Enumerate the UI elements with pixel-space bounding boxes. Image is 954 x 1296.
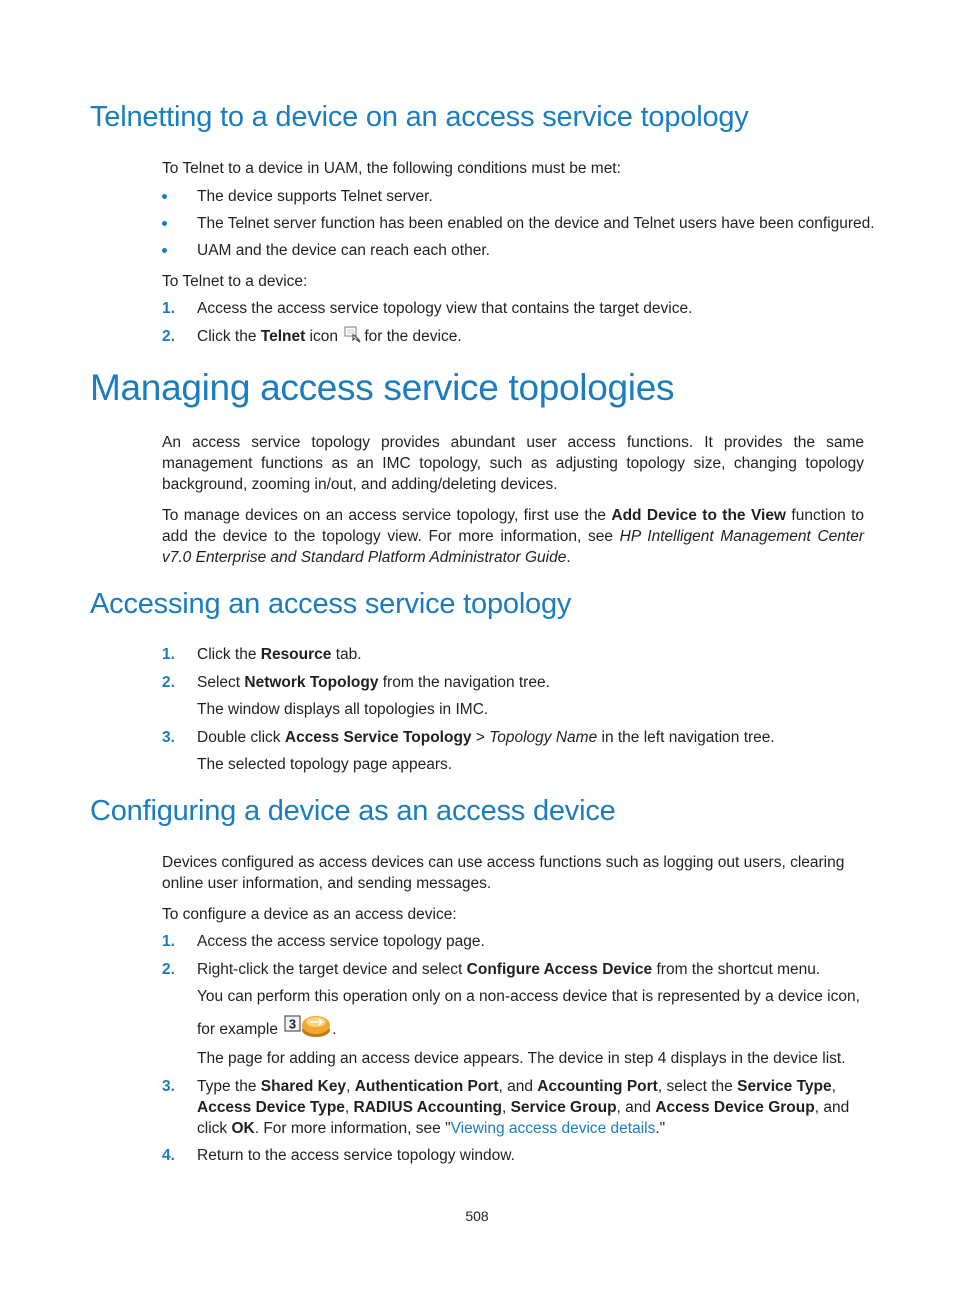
step-item bbox=[162, 644, 864, 665]
step-text: Access the access service topology view that contains the target device. bbox=[197, 300, 693, 317]
step-number: 1. bbox=[162, 300, 175, 317]
bullet-text: The Telnet server function has been enabled on the device and Telnet users have been configured. bbox=[197, 215, 875, 232]
bullet-icon bbox=[162, 248, 167, 253]
section-title-configuring: Configuring a device as an access device bbox=[90, 795, 616, 827]
svg-text:3: 3 bbox=[289, 1016, 297, 1032]
step-number: 2. bbox=[162, 961, 175, 978]
step-text: Return to the access service topology window. bbox=[197, 1147, 515, 1164]
step-number: 1. bbox=[162, 933, 175, 950]
step-item bbox=[162, 298, 864, 319]
step-item bbox=[162, 931, 864, 952]
step-result-text: The page for adding an access device appears. The device in step 4 displays in the device list. bbox=[197, 1050, 846, 1067]
step-result-text: The selected topology page appears. bbox=[197, 756, 453, 773]
telnet-icon bbox=[344, 326, 362, 349]
section-title-accessing: Accessing an access service topology bbox=[90, 588, 572, 620]
step-item bbox=[162, 672, 864, 693]
chapter-title-managing: Managing access service topologies bbox=[90, 367, 675, 408]
managing-intro-paragraph: An access service topology provides abundant user access functions. It provides the same management functions as an IMC topology, such as adjusting topology size, changing topology background, zooming in/out, and adding/deleting devices. bbox=[162, 434, 864, 493]
telnet-steps-intro: To Telnet to a device: bbox=[162, 273, 308, 290]
step-result-text: The window displays all topologies in IMC. bbox=[197, 701, 489, 718]
list-item bbox=[162, 240, 490, 261]
step-number: 3. bbox=[162, 729, 175, 746]
bullet-text: UAM and the device can reach each other. bbox=[197, 242, 490, 259]
viewing-access-device-details-link[interactable]: Viewing access device details bbox=[450, 1120, 656, 1137]
bullet-icon bbox=[162, 221, 167, 226]
step-text: Select Network Topology from the navigation tree. bbox=[197, 674, 550, 691]
step-text: Click the Resource tab. bbox=[197, 646, 362, 663]
step-item bbox=[162, 326, 864, 349]
page-number: 508 bbox=[465, 1208, 489, 1224]
configuring-steps-intro: To configure a device as an access device: bbox=[162, 906, 457, 923]
step-number: 2. bbox=[162, 674, 175, 691]
step-item bbox=[162, 1145, 864, 1166]
step-item bbox=[162, 1076, 864, 1139]
step-text: Type the Shared Key, Authentication Port, and Accounting Port, select the Service Type, Access Device Type, RADIUS Accounting, Service Group, and Access Device Group, and click OK. For more information, see "Viewing access device details." bbox=[197, 1078, 850, 1137]
bullet-icon bbox=[162, 194, 167, 199]
list-item bbox=[162, 213, 875, 234]
step-item bbox=[162, 959, 864, 980]
step-number: 1. bbox=[162, 646, 175, 663]
step-text: Access the access service topology page. bbox=[197, 933, 485, 950]
step-text: Right-click the target device and select Configure Access Device from the shortcut menu. bbox=[197, 961, 821, 978]
step-text: Click the Telnet icon for the device. bbox=[197, 326, 864, 349]
managing-add-device-paragraph: To manage devices on an access service topology, first use the Add Device to the View function to add the device to the topology view. For more information, see HP Intelligent Management Center v7.0 Enterprise and Standard Platform Administrator Guide. bbox=[162, 507, 865, 566]
telnet-conditions-intro: To Telnet to a device in UAM, the following conditions must be met: bbox=[162, 160, 621, 177]
configuring-intro-paragraph: Devices configured as access devices can use access functions such as logging out users, clearing online user information, and sending messages. bbox=[162, 854, 845, 892]
step-note-text: You can perform this operation only on a non-access device that is represented by a device icon, bbox=[197, 988, 860, 1005]
step-note-example: for example 3 . bbox=[197, 1010, 864, 1046]
step-number: 2. bbox=[162, 328, 175, 345]
section-title-telnetting: Telnetting to a device on an access service topology bbox=[90, 101, 749, 133]
step-text: Double click Access Service Topology > Topology Name in the left navigation tree. bbox=[197, 729, 775, 746]
step-item bbox=[162, 727, 864, 748]
step-number: 3. bbox=[162, 1078, 175, 1095]
device-icon bbox=[284, 1010, 332, 1046]
bullet-text: The device supports Telnet server. bbox=[197, 188, 433, 205]
list-item bbox=[162, 186, 433, 207]
step-number: 4. bbox=[162, 1147, 175, 1164]
